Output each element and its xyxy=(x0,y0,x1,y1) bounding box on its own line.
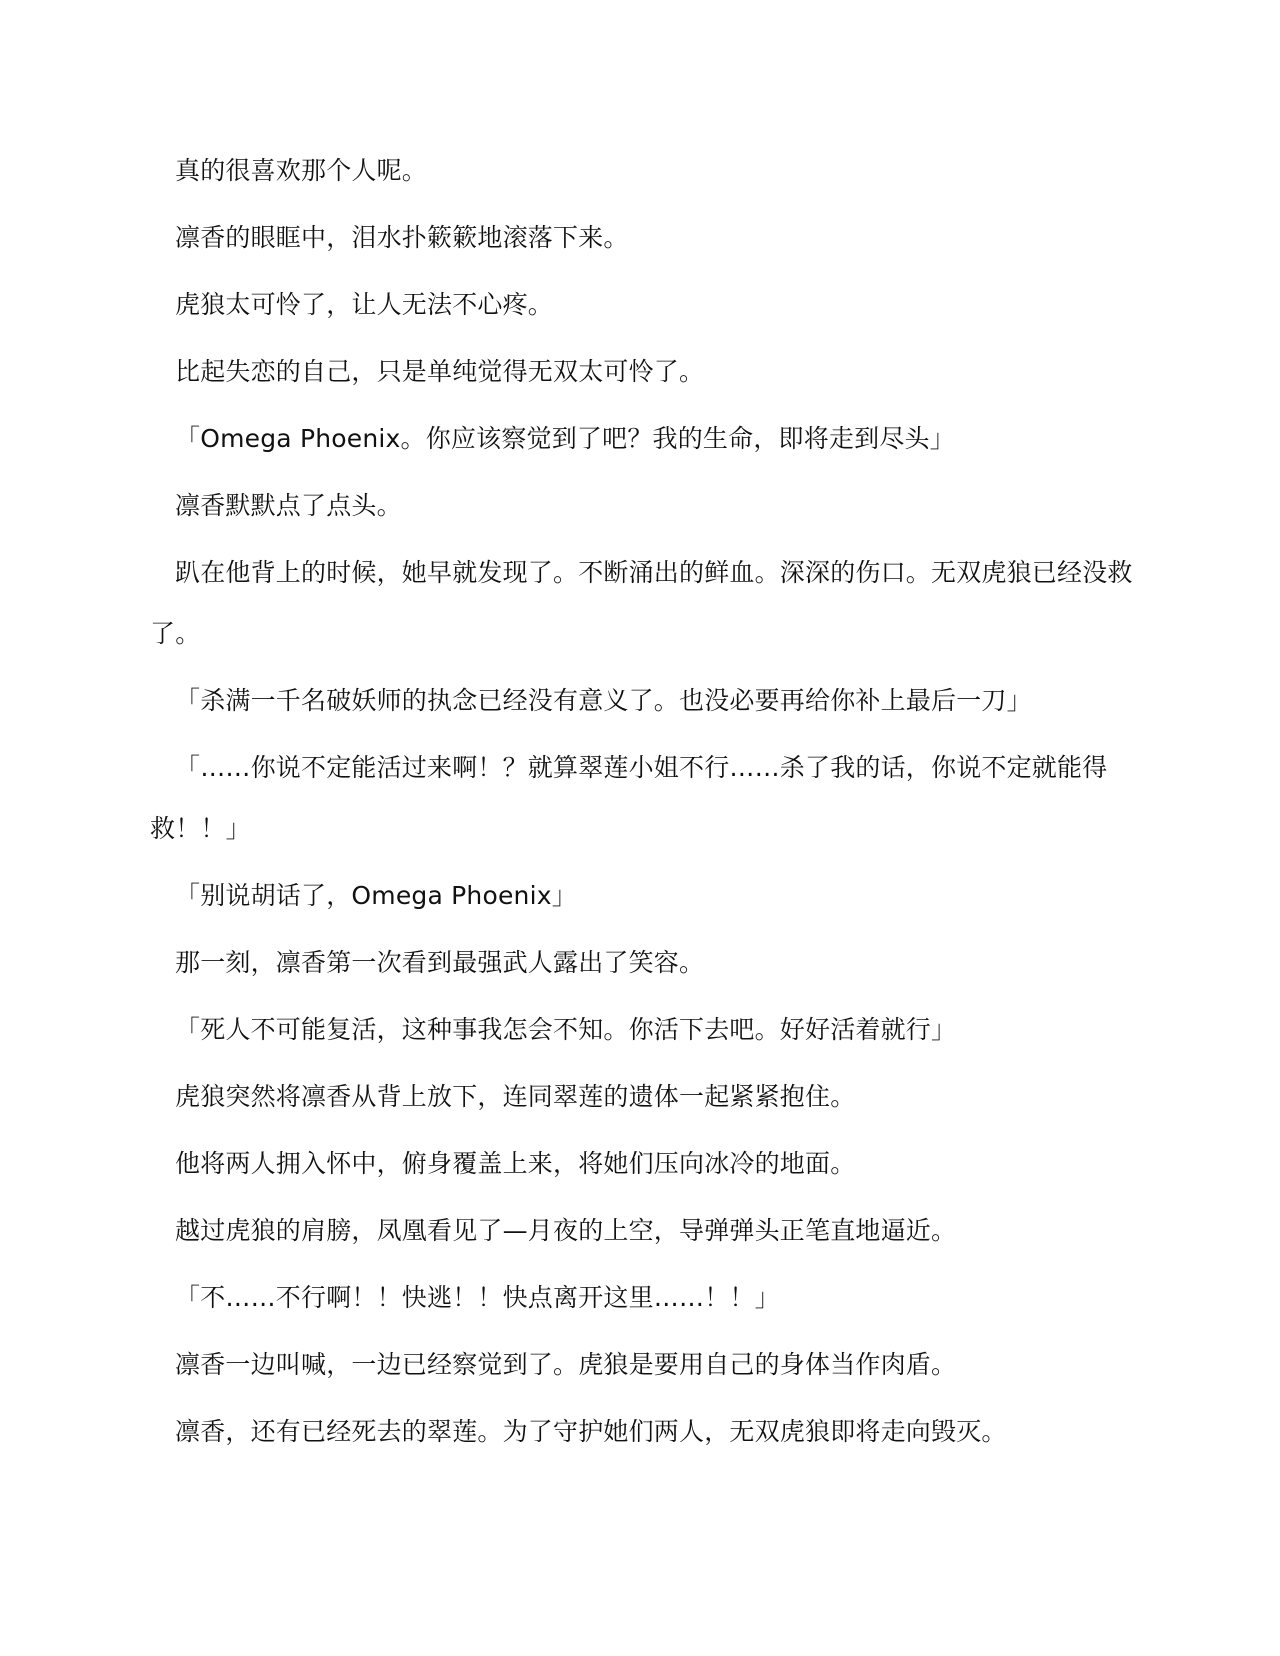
paragraph-14: 他将两人拥入怀中，俯身覆盖上来，将她们压向冰冷的地面。 xyxy=(175,1149,856,1178)
paragraph-13: 虎狼突然将凛香从背上放下，连同翠莲的遗体一起紧紧抱住。 xyxy=(175,1082,856,1111)
paragraph-12: 「死人不可能复活，这种事我怎会不知。你活下去吧。好好活着就行」 xyxy=(175,1015,957,1044)
paragraph-18: 凛香，还有已经死去的翠莲。为了守护她们两人，无双虎狼即将走向毁灭。 xyxy=(175,1417,1007,1446)
paragraph-7: 趴在他背上的时候，她早就发现了。不断涌出的鲜血。深深的伤口。无双虎狼已经没救了。 xyxy=(150,558,1133,648)
paragraph-1: 真的很喜欢那个人呢。 xyxy=(175,156,428,185)
paragraph-4: 比起失恋的自己，只是单纯觉得无双太可怜了。 xyxy=(175,357,705,386)
document-body xyxy=(150,140,1135,1468)
paragraph-11: 那一刻，凛香第一次看到最强武人露出了笑容。 xyxy=(175,948,705,977)
paragraph-8: 「杀满一千名破妖师的执念已经没有意义了。也没必要再给你补上最后一刀」 xyxy=(175,686,1032,715)
paragraph-16: 「不……不行啊！！快逃！！快点离开这里……！！」 xyxy=(175,1283,780,1312)
paragraph-10: 「别说胡话了，Omega Phoenix」 xyxy=(175,881,577,910)
paragraph-6: 凛香默默点了点头。 xyxy=(175,491,402,520)
paragraph-3: 虎狼太可怜了，让人无法不心疼。 xyxy=(175,290,554,319)
paragraph-2: 凛香的眼眶中，泪水扑簌簌地滚落下来。 xyxy=(175,223,629,252)
paragraph-17: 凛香一边叫喊，一边已经察觉到了。虎狼是要用自己的身体当作肉盾。 xyxy=(175,1350,957,1379)
paragraph-5: 「Omega Phoenix。你应该察觉到了吧？我的生命，即将走到尽头」 xyxy=(175,424,955,453)
paragraph-15: 越过虎狼的肩膀，凤凰看见了—月夜的上空，导弹弹头正笔直地逼近。 xyxy=(175,1216,957,1245)
paragraph-9: 「……你说不定能活过来啊！？就算翠莲小姐不行……杀了我的话，你说不定就能得救！！」 xyxy=(150,753,1108,843)
